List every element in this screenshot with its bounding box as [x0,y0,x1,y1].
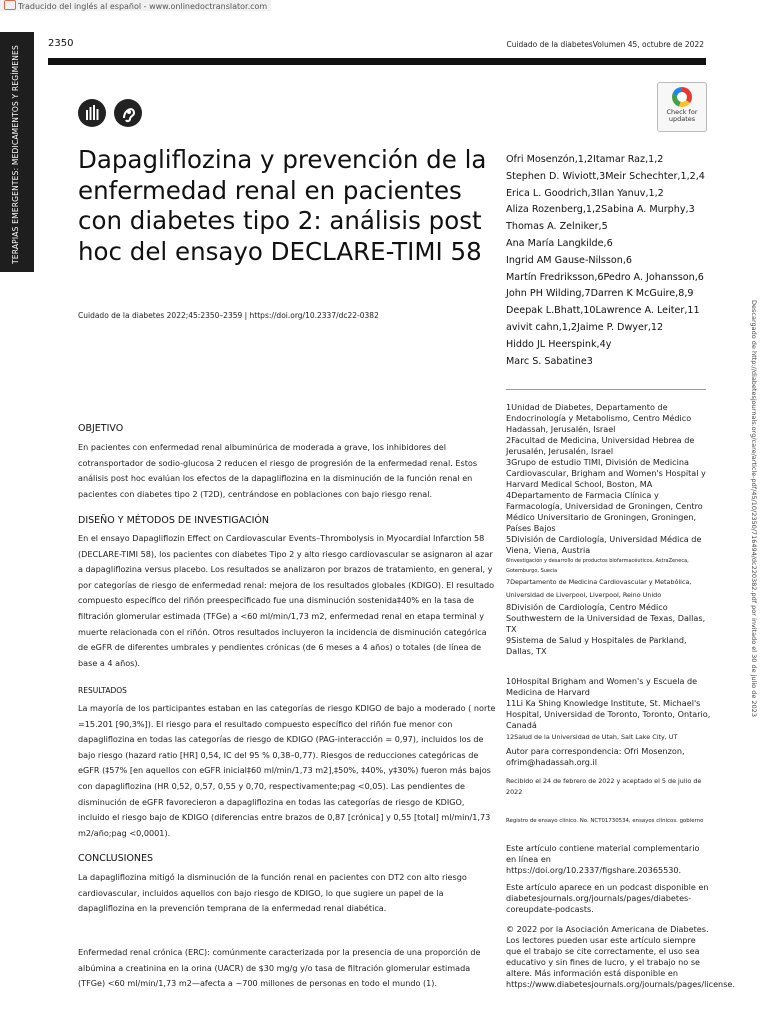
affiliation: 4Departamento de Farmacia Clínica y Farmacología, Universidad de Groningen, Centro Médico Universitario de Groningen, Groningen, Países Bajos [506,490,703,533]
affiliation: 6Investigación y desarrollo de productos biofarmacéuticos, AstraZeneca, Gotemburgo, Suecia [506,558,689,574]
article-title: Dapagliflozina y prevención de la enfermedad renal en pacientes con diabetes tipo 2: análisis post hoc del ensayo DECLARE-TIMI 58 [78,145,487,266]
affiliation: 10Hospital Brigham and Women's y Escuela de Medicina de Harvard [506,676,698,697]
design-text: En el ensayo Dapagliflozin Effect on Cardiovascular Events–Thrombolysis in Myocardial Infarction 58 (DECLARE-TIMI 58), los pacientes con diabetes Tipo 2 y alto riesgo cardiovascular se asignaron al azar a dapagliflozina versus placebo. Los resultados se analizaron por brazos de tratamiento, en general, y por categorías de riesgo de enfermedad renal: mejora de los resultados globales (KDIGO). El resultado compuesto específico del riñón preespecificado fue una disminución sostenida‡40% en la tasa de filtración glomerular estimada (TFGe) a <60 ml/min/1,73 m2, enfermedad renal en etapa terminal y muerte relacionada con el riñón. Otros resultados incluyeron la incidencia de disminución categórica de eGFR de diferentes umbrales y pendientes crónicas (de 6 meses a 4 años) o totales (de línea de base a 4 años). [78,533,495,668]
author-line: Martín Fredriksson,6Pedro A. Johansson,6 [506,271,704,283]
author-line: Marc S. Sabatine3 [506,355,593,367]
check-updates-line2: updates [668,115,696,123]
affiliation: 12Salud de la Universidad de Utah, Salt Lake City, UT [506,733,678,741]
author-line: Thomas A. Zelniker,5 [506,221,608,233]
affiliation: 8División de Cardiología, Centro Médico Southwestern de la Universidad de Texas, Dallas, TX [506,602,706,634]
affiliation: 1Unidad de Diabetes, Departamento de Endocrinología y Metabolismo, Centro Médico Hadassah, Jerusalén, Israel [506,402,692,434]
author-line: Ofri Mosenzón,1,2Itamar Raz,1,2 [506,154,664,165]
affiliation: 5División de Cardiología, Universidad Médica de Viena, Viena, Austria [506,534,702,555]
running-head: Cuidado de la diabetesVolumen 45, octubre de 2022 [506,40,704,49]
affiliations-block-2 [506,676,735,990]
affiliation: 2Facultad de Medicina, Universidad Hebrea de Jerusalén, Jerusalén, Israel [506,435,695,456]
audio-icon [114,99,142,127]
author-line: Erica L. Goodrich,3Ilan Yanuv,1,2 [506,187,664,199]
page-number: 2350 [48,38,74,49]
side-tab-label: TERAPIAS EMERGENTES: MEDICAMENTOS Y REGÍMENES [11,45,20,264]
side-tab [0,32,34,272]
objective-heading: OBJETIVO [78,423,124,434]
author-line: Ana María Langkilde,6 [506,237,613,249]
author-line: Ingrid AM Gause-Nilsson,6 [506,254,633,266]
copyright-note: © 2022 por la Asociación Americana de Diabetes. Los lectores pueden usar este artículo siempre que el trabajo se cite correctamente, el uso sea educativo y sin fines de lucro, y el trabajo no se altere. Más información está disponible en https://www.diabetesjournals.org/journals/pages/license. [506,924,735,989]
author-line: avivit cahn,1,2Jaime P. Dwyer,12 [506,321,664,333]
affiliations-rule [506,389,706,390]
results-heading: RESULTADOS [78,686,127,695]
author-list [506,152,711,370]
author-line: John PH Wilding,7Darren K McGuire,8,9 [506,288,694,300]
trial-registration: Registro de ensayo clínico. No. NCT01730534, ensayos clínicos. gobierno [506,818,704,824]
download-note: Descargado de http://diabetesjournals.org/care/article-pdf/45/10/2350/716494/dc220382.pdf por invitado el 30 de julio de 2023 [750,300,758,717]
author-line: Deepak L.Bhatt,10Lawrence A. Leiter,11 [506,305,700,317]
results-text: La mayoría de los participantes estaban en las categorías de riesgo KDIGO de bajo a moderado ( norte =15.201 [90,3%]). El riesgo para el resultado compuesto específico del riñón fue menor con dapagliflozina en todas las categorías de riesgo de KDIGO (PAG-interacción = 0,97), incluidos los de bajo riesgo (hazard ratio [HR] 0,54, IC del 95 % 0,38–0,77). Riesgos de reducciones categóricas de eGFR (‡57% [en aquellos con eGFR inicial‡60 ml/min/1,73 m2],‡50%, ‡40%, y‡30%) fueron más bajos con dapagliflozina (HR 0,52, 0,57, 0,55 y 0,70, respectivamente;pag <0,05). Las pendientes de disminución de eGFR favorecieron a dapagliflozina en todas las categorías de riesgo de KDIGO, incluido el riesgo bajo de KDIGO (diferencias entre brazos de 0,87 [crónica] y 0,55 [total] ml/min/1,73 m2/año;pag <0,0001). [78,703,496,838]
conclusions-heading: CONCLUSIONES [78,853,154,864]
received-dates: Recibido el 24 de febrero de 2022 y aceptado el 5 de julio de 2022 [506,777,702,796]
affiliation: 7Departamento de Medicina Cardiovascular y Metabólica, Universidad de Liverpool, Liverpool, Reino Unido [506,578,692,599]
author-line: Stephen D. Wiviott,3Meir Schechter,1,2,4 [506,170,705,182]
affiliation: 11Li Ka Shing Knowledge Institute, St. Michael's Hospital, Universidad de Toronto, Toronto, Ontario, Canadá [506,698,711,730]
affiliations-block [506,402,711,657]
check-for-updates-icon [672,87,692,107]
check-updates-line1: Check for [666,108,698,116]
podcast-note: Este artículo aparece en un podcast disponible en diabetesjournals.org/journals/pages/diabetes-coreupdate-podcasts. [506,882,709,914]
supplementary-note: Este artículo contiene material complementario en línea en https://doi.org/10.2337/figshare.20365530. [506,843,700,875]
objective-text: En pacientes con enfermedad renal albuminúrica de moderada a grave, los inhibidores del cotransportador de sodio-glucosa 2 reducen el riesgo de progresión de la enfermedad renal. Estos análisis post hoc evalúan los efectos de la dapagliflozina en la disminución de la función renal en pacientes con diabetes tipo 2 (T2D), centrándose en poblaciones con bajo riesgo renal. [78,442,478,499]
citation[interactable]: Cuidado de la diabetes 2022;45:2350–2359 | https://doi.org/10.2337/dc22-0382 [78,311,379,320]
correspondence: Autor para correspondencia: Ofri Mosenzon, ofrim@hadassah.org.il [506,746,685,767]
translate-icon [4,0,16,10]
translation-banner[interactable] [0,0,271,11]
conclusions-text: La dapagliflozina mitigó la disminución de la función renal en pacientes con DT2 con alto riesgo cardiovascular, incluidos aquellos con bajo riesgo de KDIGO, lo que sugiere un papel de la dapagliflozina en la prevención temprana de la enfermedad renal diabética. [78,872,467,914]
introduction-text: Enfermedad renal crónica (ERC): comúnmente caracterizada por la presencia de una proporción de albúmina a creatinina en la orina (UACR) de $30 mg/g y/o tasa de filtración glomerular estimada (TFGe) <60 ml/min/1,73 m2—afecta a ~700 millones de personas en todo el mundo (1). [78,947,481,989]
top-rule [48,58,706,65]
affiliation: 3Grupo de estudio TIMI, División de Medicina Cardiovascular, Brigham and Women's Hospital y Harvard Medical School, Boston, MA [506,457,706,489]
translation-banner-text: Traducido del inglés al español - www.onlinedoctranslator.com [18,2,268,11]
author-line: Hiddo JL Heerspink,4y [506,338,612,350]
affiliation: 9Sistema de Salud y Hospitales de Parkland, Dallas, TX [506,635,687,656]
author-line: Aliza Rozenberg,1,2Sabina A. Murphy,3 [506,204,695,216]
podcast-icon [78,99,106,127]
design-heading: DISEÑO Y MÉTODOS DE INVESTIGACIÓN [78,515,269,526]
check-for-updates-button[interactable] [657,82,707,132]
